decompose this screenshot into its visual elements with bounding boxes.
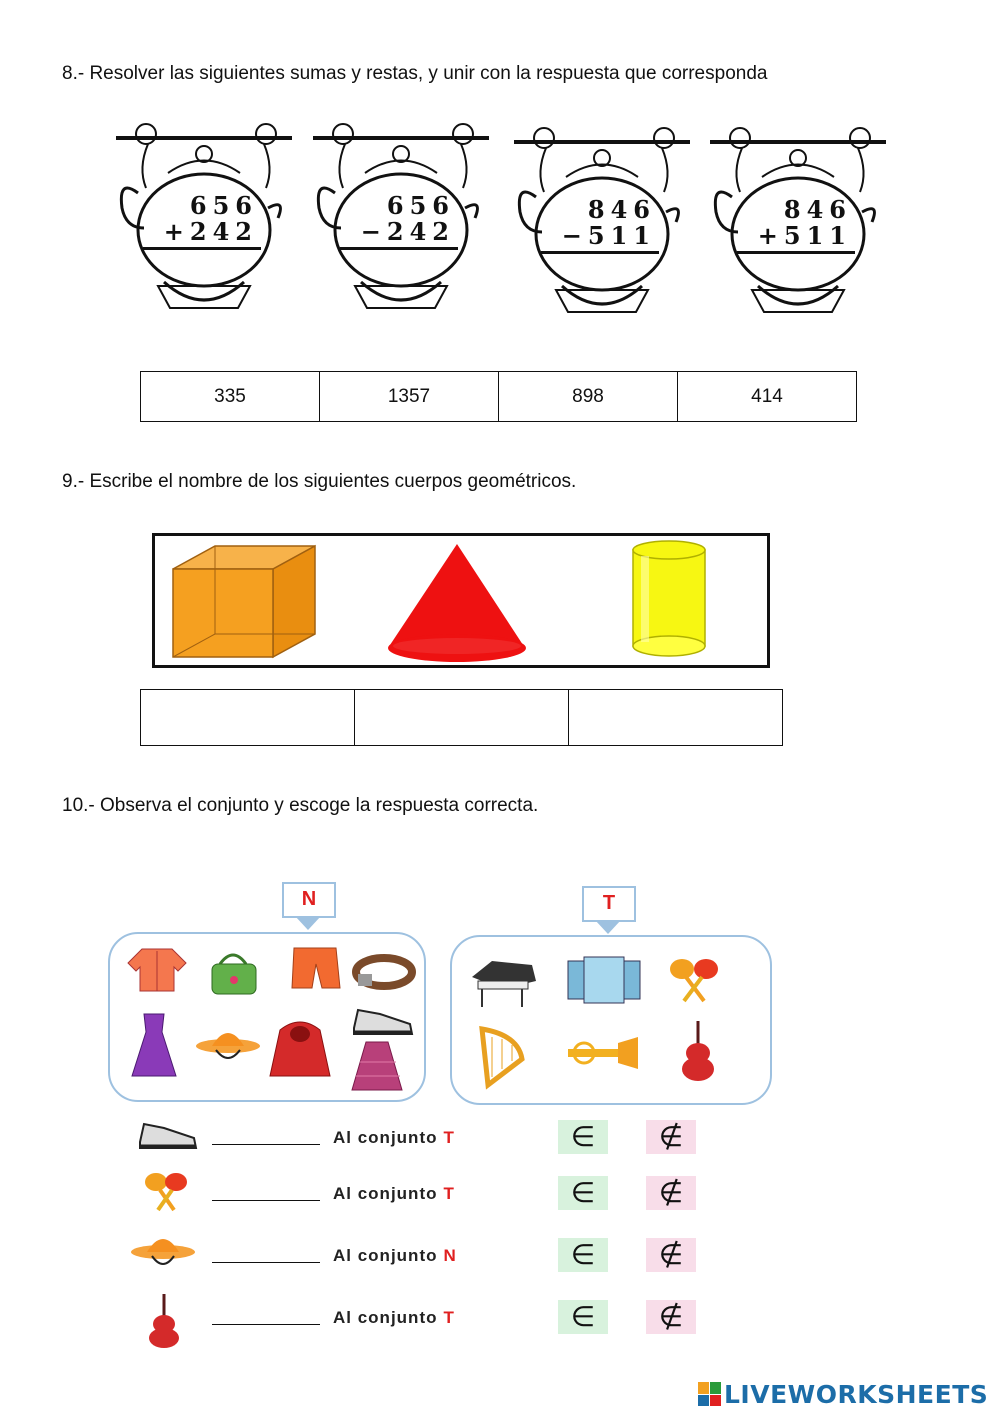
answer-cell[interactable]: 898 [499, 372, 678, 422]
piano-icon [472, 961, 536, 1007]
set-t-label: T [582, 886, 636, 922]
shapes-box [152, 533, 770, 668]
liveworksheets-logo [698, 1378, 988, 1410]
teapot-operation[interactable] [305, 118, 490, 323]
accordion-icon [568, 957, 640, 1003]
shirt-icon [128, 949, 186, 991]
question-10-title: 10.- Observa el conjunto y escoge la respuesta correcta. [62, 795, 539, 816]
sneaker-icon [354, 1010, 412, 1034]
instruments-illustration [452, 937, 770, 1103]
cube-shape [173, 546, 315, 657]
cone-shape [388, 544, 526, 662]
operand-bottom: +242 [163, 217, 258, 246]
belongs-option[interactable]: ∈ [558, 1238, 608, 1272]
operand-top: 846 [587, 195, 656, 224]
maracas-icon [670, 959, 718, 1001]
membership-row [130, 1238, 730, 1282]
membership-row [130, 1300, 730, 1344]
membership-row [130, 1120, 730, 1164]
answers-table [140, 371, 857, 422]
harp-icon [482, 1029, 522, 1085]
violin-icon [682, 1021, 714, 1081]
name-answer-cone[interactable] [355, 690, 569, 746]
row-label: Al conjunto T [333, 1308, 455, 1327]
row-set-name: T [443, 1128, 455, 1147]
teapot-operation[interactable] [702, 122, 887, 327]
operand-bottom: −511 [561, 221, 656, 250]
shapes-drawing [155, 536, 767, 665]
answer-blank[interactable] [212, 1324, 320, 1325]
not-belongs-option[interactable]: ∉ [646, 1120, 696, 1154]
sum-line [143, 247, 261, 250]
not-belongs-option[interactable]: ∉ [646, 1176, 696, 1210]
handbag-icon [212, 955, 256, 994]
cylinder-shape [633, 541, 705, 656]
clothes-illustration [110, 934, 424, 1100]
operand-top: 656 [386, 191, 455, 220]
operand-top: 656 [189, 191, 258, 220]
not-belongs-option[interactable]: ∉ [646, 1300, 696, 1334]
operand-bottom: −242 [360, 217, 455, 246]
row-label: Al conjunto T [333, 1184, 455, 1203]
row-set-name: T [443, 1184, 455, 1203]
set-t-box [450, 935, 772, 1105]
belt-icon [356, 958, 412, 986]
operand-bottom: +511 [757, 221, 852, 250]
answer-cell[interactable]: 335 [141, 372, 320, 422]
set-n-label: N [282, 882, 336, 918]
not-belongs-option[interactable]: ∉ [646, 1238, 696, 1272]
answer-blank[interactable] [212, 1200, 320, 1201]
set-t-arrow-icon [595, 920, 621, 934]
belongs-option[interactable]: ∈ [558, 1176, 608, 1210]
question-8-title: 8.- Resolver las siguientes sumas y restas, y unir con la respuesta que corresponda [62, 63, 768, 84]
sum-line [541, 251, 659, 254]
answer-blank[interactable] [212, 1262, 320, 1263]
set-n-box [108, 932, 426, 1102]
teapot-operation[interactable] [108, 118, 293, 323]
answer-cell[interactable]: 414 [678, 372, 857, 422]
logo-mark-icon [698, 1382, 720, 1406]
logo-text: LIVEWORKSHEETS [724, 1379, 989, 1409]
question-9-title: 9.- Escribe el nombre de los siguientes cuerpos geométricos. [62, 471, 577, 492]
row-set-name: N [443, 1246, 457, 1265]
pants-icon [292, 948, 340, 988]
row-label: Al conjunto N [333, 1246, 457, 1265]
trumpet-icon [568, 1037, 638, 1069]
skirt-icon [352, 1042, 402, 1090]
sum-line [340, 247, 458, 250]
belongs-option[interactable]: ∈ [558, 1300, 608, 1334]
name-answer-cylinder[interactable] [569, 690, 783, 746]
membership-row [130, 1176, 730, 1220]
hat-icon [196, 1033, 260, 1058]
operand-top: 846 [783, 195, 852, 224]
sum-line [737, 251, 855, 254]
dress-icon [132, 1014, 176, 1076]
row-set-name: T [443, 1308, 455, 1327]
teapot-operation[interactable] [506, 122, 691, 327]
set-n-arrow-icon [295, 916, 321, 930]
answer-cell[interactable]: 1357 [320, 372, 499, 422]
answer-blank[interactable] [212, 1144, 320, 1145]
name-answer-cube[interactable] [141, 690, 355, 746]
names-table [140, 689, 783, 746]
row-label: Al conjunto T [333, 1128, 455, 1147]
hoodie-icon [270, 1022, 330, 1076]
belongs-option[interactable]: ∈ [558, 1120, 608, 1154]
